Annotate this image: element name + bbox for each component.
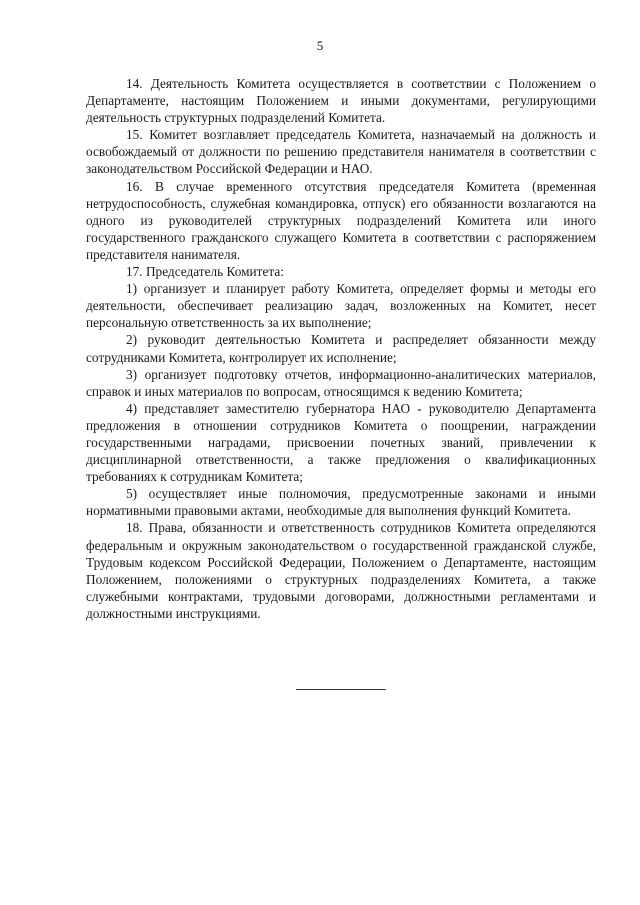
paragraph-14: 14. Деятельность Комитета осуществляется в соответствии с Положением о Департаменте, настоящим Положением и иными документами, регулирующими деятельность структурных подразделений Комитета. [86,76,596,126]
paragraph-17-item-5: 5) осуществляет иные полномочия, предусмотренные законами и иными нормативными правовыми актами, необходимые для выполнения функций Комитета. [86,486,596,519]
paragraph-17-item-4: 4) представляет заместителю губернатора НАО - руководителю Департамента предложения в отношении сотрудников Комитета о поощрении, награждении государственными наградами, присвоении почетных званий, привлечении к дисциплинарной ответственности, а также предложения о квалификационных требованиях к сотрудникам Комитета; [86,400,596,485]
paragraph-16: 16. В случае временного отсутствия председателя Комитета (временная нетрудоспособность, служебная командировка, отпуск) его обязанности возлагаются на одного из руководителей структурных подразделений Комитета или иного государственного гражданского служащего Комитета в соответствии с распоряжением представителя нанимателя. [86,178,596,262]
page-number: 5 [316,38,324,53]
paragraph-18: 18. Права, обязанности и ответственность сотрудников Комитета определяются федеральным и окружным законодательством о государственной гражданской службе, Трудовым кодексом Российской Федерации, Положением о Департаменте, настоящим Положением, положениями о структурных подразделениях Комитета, а также служебными контрактами, трудовыми договорами, должностными регламентами и должностными инструкциями. [86,520,596,621]
paragraph-17-item-1: 1) организует и планирует работу Комитета, определяет формы и методы его деятельности, обеспечивает реализацию задач, возложенных на Комитет, несет персональную ответственность за их выполнение; [86,281,596,331]
document-body [86,75,596,622]
paragraph-17-item-2: 2) руководит деятельностью Комитета и распределяет обязанности между сотрудниками Комитета, контролирует их исполнение; [86,332,596,365]
paragraph-17-item-3: 3) организует подготовку отчетов, информационно-аналитических материалов, справок и иных материалов по вопросам, относящимся к ведению Комитета; [86,366,596,399]
end-divider-line [296,689,386,690]
paragraph-17-heading: 17. Председатель Комитета: [126,264,284,280]
paragraph-15: 15. Комитет возглавляет председатель Комитета, назначаемый на должность и освобождаемый от должности по решению представителя нанимателя в соответствии с законодательством Российской Федерации и НАО. [86,127,596,177]
